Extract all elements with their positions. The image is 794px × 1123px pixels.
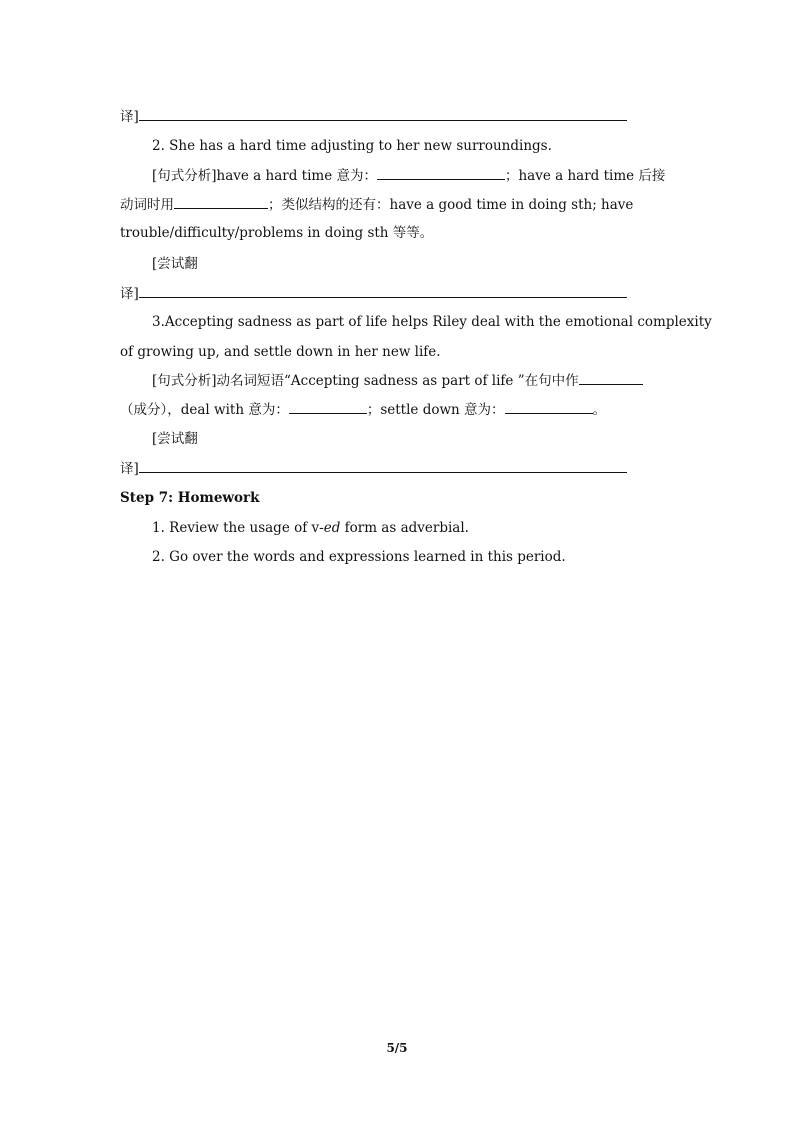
answer-blank[interactable] bbox=[139, 283, 627, 298]
item-2-analysis-line2 bbox=[120, 194, 675, 215]
page-number: 5/5 bbox=[386, 1041, 408, 1055]
answer-blank[interactable] bbox=[377, 165, 505, 180]
analysis-text: 。 bbox=[592, 402, 607, 418]
analysis-text: ；settle down 意为： bbox=[366, 402, 505, 418]
translate-label: 译] bbox=[120, 109, 139, 125]
item-3-sentence-line1: 3.Accepting sadness as part of life helps Riley deal with the emotional complexity bbox=[152, 314, 712, 330]
translate-label: 译] bbox=[120, 461, 139, 477]
homework-italic: ed bbox=[323, 520, 341, 536]
item-2-translate-line bbox=[120, 283, 675, 304]
item-3-sentence-line2: of growing up, and settle down in her new life. bbox=[120, 344, 441, 360]
analysis-text: ；类似结构的还有：have a good time in doing sth; have bbox=[268, 197, 634, 213]
item-3-analysis-line1 bbox=[152, 370, 675, 391]
answer-blank[interactable] bbox=[139, 106, 627, 121]
answer-blank[interactable] bbox=[289, 399, 367, 414]
answer-blank[interactable] bbox=[505, 399, 593, 414]
translate-line-1 bbox=[120, 106, 675, 127]
item-3-analysis-line2 bbox=[120, 399, 675, 420]
analysis-text: ；have a hard time 后接 bbox=[504, 168, 666, 184]
item-2-sentence: 2. She has a hard time adjusting to her new surroundings. bbox=[152, 138, 552, 154]
answer-blank[interactable] bbox=[579, 370, 643, 385]
item-2-analysis-line3: trouble/difficulty/problems in doing sth 等等。 bbox=[120, 225, 434, 241]
item-3-translate-line bbox=[120, 458, 675, 479]
analysis-text: 动词时用 bbox=[120, 197, 174, 213]
item-3-try-label: [尝试翻 bbox=[152, 431, 198, 447]
item-2-analysis-line1 bbox=[152, 165, 675, 186]
translate-label: 译] bbox=[120, 286, 139, 302]
homework-item-1 bbox=[152, 518, 675, 538]
analysis-text: （成分），deal with 意为： bbox=[120, 402, 289, 418]
analysis-text: [句式分析]动名词短语“Accepting sadness as part of life ”在句中作 bbox=[152, 373, 579, 389]
homework-text: form as adverbial. bbox=[340, 520, 469, 536]
answer-blank[interactable] bbox=[174, 194, 268, 209]
step-7-heading: Step 7: Homework bbox=[120, 490, 260, 506]
item-2-try-label: [尝试翻 bbox=[152, 256, 198, 272]
homework-item-2: 2. Go over the words and expressions learned in this period. bbox=[152, 549, 566, 565]
homework-text: 1. Review the usage of v- bbox=[152, 520, 324, 536]
analysis-text: [句式分析]have a hard time 意为： bbox=[152, 168, 377, 184]
answer-blank[interactable] bbox=[139, 458, 627, 473]
